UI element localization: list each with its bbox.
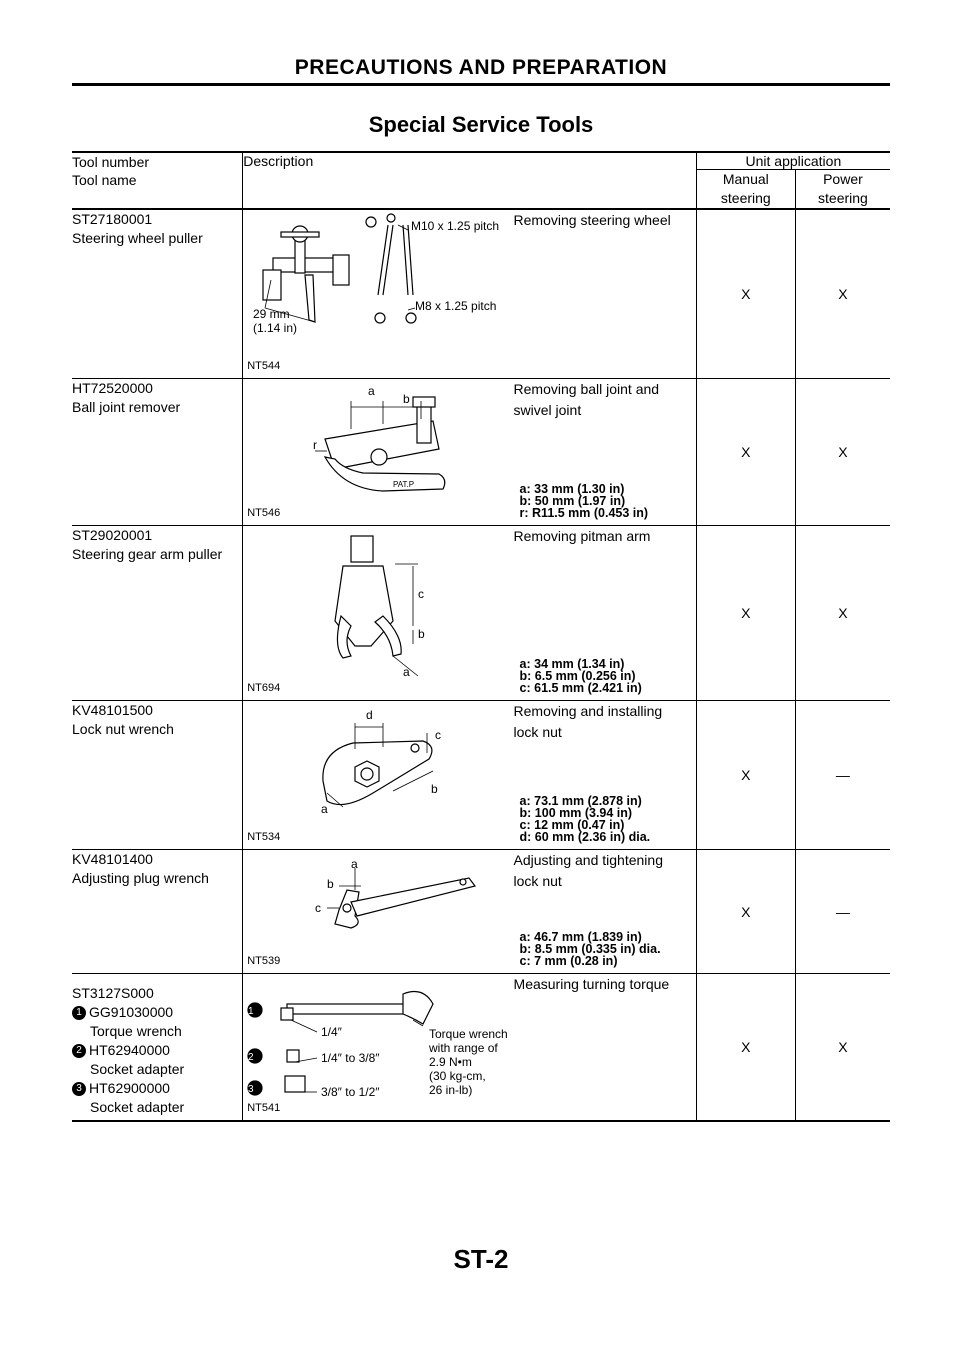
svg-text:M10 x 1.25 pitch: M10 x 1.25 pitch <box>411 219 500 233</box>
svg-text:(1.14 in): (1.14 in) <box>253 321 298 335</box>
tool-use: Measuring turning torque <box>514 974 697 1122</box>
tool-figure <box>243 974 514 1122</box>
section-header: PRECAUTIONS AND PREPARATION <box>294 56 668 79</box>
power-steering-mark: — <box>795 701 890 850</box>
item-number-3-icon: 3 <box>72 1082 86 1096</box>
svg-text:r: r <box>313 438 318 452</box>
table-row <box>72 974 890 1122</box>
manual-steering-mark: X <box>696 379 795 526</box>
lock-nut-wrench-icon <box>243 701 513 849</box>
figure-code: NT534 <box>247 831 281 843</box>
tool-use: Removing and installing lock nut a: 73.1 mm (2.878 in) b: 100 mm (3.94 in) c: 12 mm (0.47 in) d: 60 mm (2.36 in) dia. <box>514 701 697 850</box>
svg-text:PAT.P: PAT.P <box>393 480 415 489</box>
svg-text:b: b <box>403 392 410 406</box>
header-description: Description <box>243 152 697 209</box>
table-row <box>72 209 890 379</box>
svg-text:Torque wrench: Torque wrench <box>429 1027 508 1041</box>
svg-text:2.9 N•m: 2.9 N•m <box>429 1055 473 1069</box>
torque-wrench-set-icon <box>243 974 513 1120</box>
tool-id: KV48101400 Adjusting plug wrench <box>72 850 243 974</box>
svg-text:b: b <box>327 877 334 891</box>
svg-text:with range of: with range of <box>429 1041 498 1055</box>
table-row <box>72 850 890 974</box>
tool-use: Removing pitman arm a: 34 mm (1.34 in) b: 6.5 mm (0.256 in) c: 61.5 mm (2.421 in) <box>514 526 697 701</box>
power-steering-mark: — <box>795 850 890 974</box>
svg-text:29 mm: 29 mm <box>253 307 290 321</box>
figure-code: NT544 <box>247 360 281 372</box>
tool-figure <box>243 526 514 701</box>
steering-gear-arm-puller-icon <box>243 526 513 700</box>
header-rule <box>72 83 890 86</box>
manual-steering-mark: X <box>696 701 795 850</box>
svg-text:M8 x 1.25 pitch: M8 x 1.25 pitch <box>415 299 497 313</box>
svg-text:a: a <box>351 857 358 871</box>
power-steering-mark: X <box>795 379 890 526</box>
page-number: ST-2 <box>453 1244 509 1274</box>
item-number-2-icon: 2 <box>72 1044 86 1058</box>
tool-use: Adjusting and tightening lock nut a: 46.7 mm (1.839 in) b: 8.5 mm (0.335 in) dia. c: 7 mm (0.28 in) <box>514 850 697 974</box>
header-tool-number: Tool number Tool name <box>72 152 243 209</box>
figure-code: NT541 <box>247 1102 281 1114</box>
table-row <box>72 701 890 850</box>
tool-use: Removing steering wheel <box>514 209 697 379</box>
figure-code: NT539 <box>247 955 281 967</box>
ball-joint-remover-icon <box>243 379 513 525</box>
figure-code: NT546 <box>247 507 281 519</box>
svg-text:1: 1 <box>248 1006 254 1017</box>
svg-text:1/4″ to 3/8″: 1/4″ to 3/8″ <box>321 1051 380 1065</box>
manual-steering-mark: X <box>696 850 795 974</box>
tool-figure <box>243 379 514 526</box>
tool-figure <box>243 209 514 379</box>
header-unit-application: Unit application <box>696 152 890 170</box>
steering-wheel-puller-icon <box>243 210 513 378</box>
tool-figure <box>243 850 514 974</box>
manual-steering-mark: X <box>696 974 795 1122</box>
manual-steering-mark: X <box>696 209 795 379</box>
item-number-1-icon: 1 <box>72 1006 86 1020</box>
svg-text:b: b <box>418 627 425 641</box>
tool-id: KV48101500 Lock nut wrench <box>72 701 243 850</box>
table-header-row <box>72 152 890 170</box>
svg-text:b: b <box>431 782 438 796</box>
table-row <box>72 379 890 526</box>
adjusting-plug-wrench-icon <box>243 850 513 973</box>
table-row <box>72 526 890 701</box>
svg-text:1/4″: 1/4″ <box>321 1025 343 1039</box>
header-power-steering: Power steering <box>795 170 890 210</box>
svg-text:c: c <box>418 587 425 601</box>
figure-code: NT694 <box>247 682 281 694</box>
svg-text:d: d <box>366 708 373 722</box>
svg-text:(30 kg-cm,: (30 kg-cm, <box>429 1069 486 1083</box>
power-steering-mark: X <box>795 526 890 701</box>
tool-id: ST27180001 Steering wheel puller <box>72 209 243 379</box>
tool-id: ST3127S000 1 GG91030000 Torque wrench 2 HT62940000 Socket adapter 3 HT62900000 Socket adapter <box>72 974 243 1122</box>
svg-text:c: c <box>435 728 442 742</box>
tool-dimensions: a: 34 mm (1.34 in) b: 6.5 mm (0.256 in) c: 61.5 mm (2.421 in) <box>519 657 642 695</box>
svg-text:3/8″ to 1/2″: 3/8″ to 1/2″ <box>321 1085 380 1099</box>
tool-use: Removing ball joint and swivel joint a: 33 mm (1.30 in) b: 50 mm (1.97 in) r: R11.5 mm (0.453 in) <box>514 379 697 526</box>
power-steering-mark: X <box>795 209 890 379</box>
svg-text:a: a <box>368 384 375 398</box>
svg-text:a: a <box>403 665 410 679</box>
tool-dimensions: a: 46.7 mm (1.839 in) b: 8.5 mm (0.335 in) dia. c: 7 mm (0.28 in) <box>519 930 661 968</box>
svg-text:a: a <box>321 802 328 816</box>
svg-text:3: 3 <box>248 1084 254 1095</box>
tool-figure <box>243 701 514 850</box>
tool-dimensions: a: 73.1 mm (2.878 in) b: 100 mm (3.94 in) c: 12 mm (0.47 in) d: 60 mm (2.36 in) dia. <box>519 794 651 844</box>
power-steering-mark: X <box>795 974 890 1122</box>
special-service-tools-table <box>72 151 890 1122</box>
page-title: Special Service Tools <box>368 112 594 137</box>
tool-id: HT72520000 Ball joint remover <box>72 379 243 526</box>
tool-id: ST29020001 Steering gear arm puller <box>72 526 243 701</box>
header-manual-steering: Manual steering <box>696 170 795 210</box>
tool-dimensions: a: 33 mm (1.30 in) b: 50 mm (1.97 in) r: R11.5 mm (0.453 in) <box>519 482 649 520</box>
manual-steering-mark: X <box>696 526 795 701</box>
svg-text:c: c <box>315 901 322 915</box>
svg-text:26 in-lb): 26 in-lb) <box>429 1083 473 1097</box>
svg-text:2: 2 <box>248 1052 254 1063</box>
